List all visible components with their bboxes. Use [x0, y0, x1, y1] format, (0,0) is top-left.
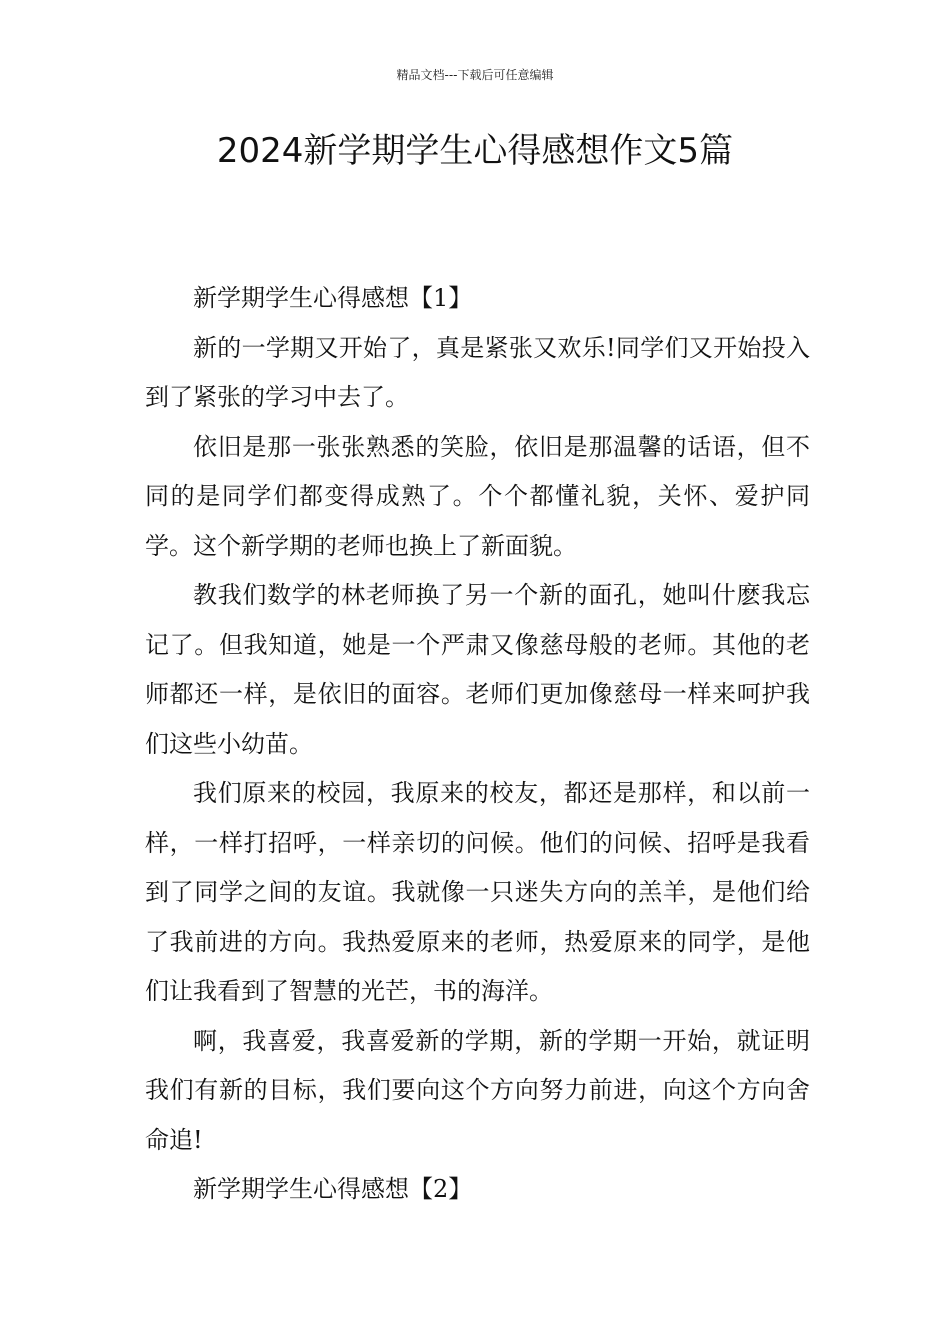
section-heading-1: 新学期学生心得感想【1】 — [193, 284, 473, 312]
paragraph: 教我们数学的林老师换了另一个新的面孔，她叫什麽我忘记了。但我知道，她是一个严肃又像慈母般的老师。其他的老师都还一样，是依旧的面容。老师们更加像慈母一样来呵护我们这些小幼苗。 — [145, 581, 810, 758]
document-body — [145, 274, 810, 1215]
paragraph: 啊，我喜爱，我喜爱新的学期，新的学期一开始，就证明我们有新的目标，我们要向这个方向努力前进，向这个方向舍命追! — [145, 1026, 810, 1154]
header-note: 精品文档---下载后可任意编辑 — [396, 68, 554, 82]
paragraph: 我们原来的校园，我原来的校友，都还是那样，和以前一样，一样打招呼，一样亲切的问候。他们的问候、招呼是我看到了同学之间的友谊。我就像一只迷失方向的羔羊，是他们给了我前进的方向。我热爱原来的老师，热爱原来的同学，是他们让我看到了智慧的光芒，书的海洋。 — [145, 779, 810, 1005]
document-title: 2024新学期学生心得感想作文5篇 — [216, 131, 734, 171]
section-heading-2: 新学期学生心得感想【2】 — [193, 1175, 473, 1203]
paragraph: 新的一学期又开始了，真是紧张又欢乐!同学们又开始投入到了紧张的学习中去了。 — [145, 333, 810, 411]
paragraph: 依旧是那一张张熟悉的笑脸，依旧是那温馨的话语，但不同的是同学们都变得成熟了。个个都懂礼貌，关怀、爱护同学。这个新学期的老师也换上了新面貌。 — [145, 432, 810, 560]
